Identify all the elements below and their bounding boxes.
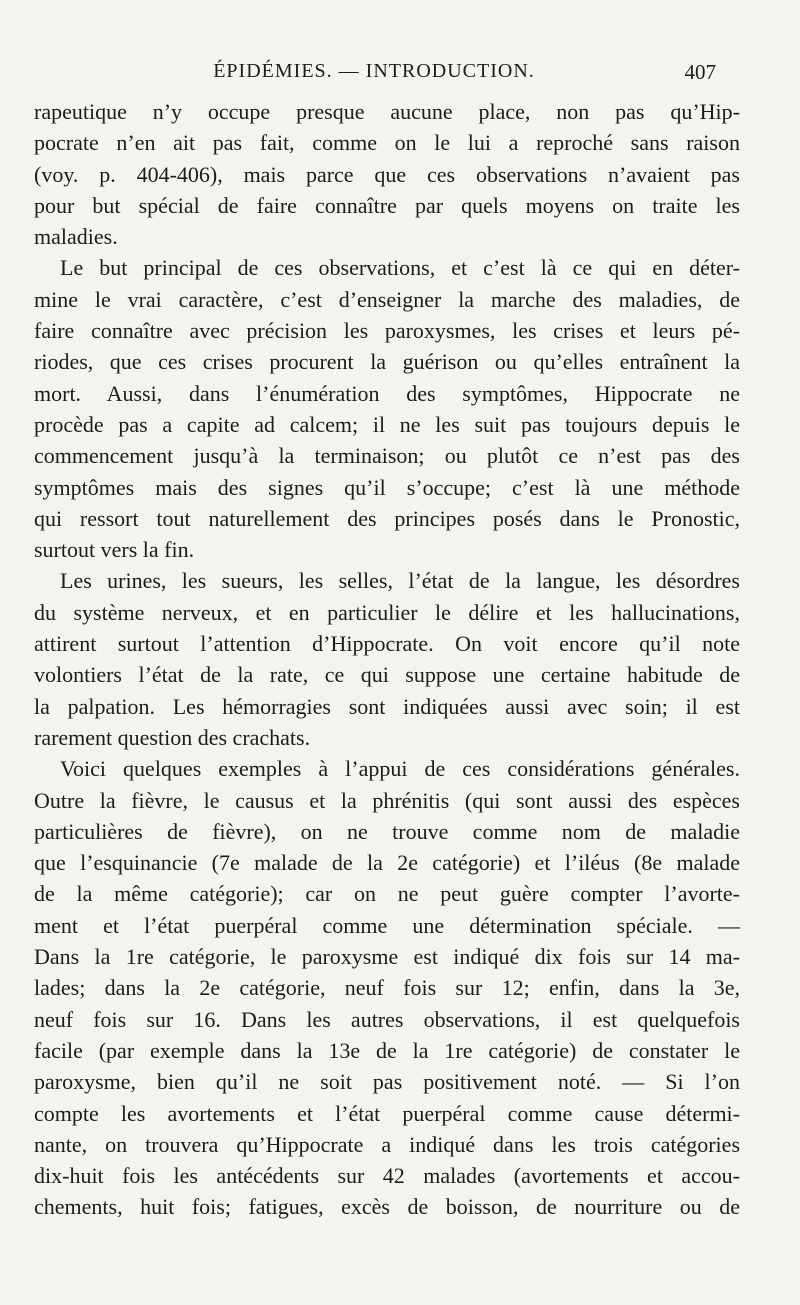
text-line: commencement jusqu’à la terminaison; ou plutôt ce n’est pas des bbox=[34, 443, 740, 469]
text-line: ment et l’état puerpéral comme une détermination spéciale. — bbox=[34, 912, 740, 938]
text-line: surtout vers la fin. bbox=[34, 537, 195, 563]
text-line: volontiers l’état de la rate, ce qui suppose une certaine habitude de bbox=[34, 662, 740, 688]
text-line: du système nerveux, et en particulier le délire et les hallucinations, bbox=[34, 599, 740, 625]
text-line: compte les avortements et l’état puerpéral comme cause détermi- bbox=[34, 1100, 740, 1126]
text-line: de la même catégorie); car on ne peut guère compter l’avorte- bbox=[34, 881, 740, 907]
text-line: que l’esquinancie (7e malade de la 2e catégorie) et l’iléus (8e malade bbox=[34, 850, 740, 876]
text-line: symptômes mais des signes qu’il s’occupe; c’est là une méthode bbox=[34, 474, 740, 500]
text-line: qui ressort tout naturellement des principes posés dans le Pronostic, bbox=[34, 505, 740, 531]
text-line: lades; dans la 2e catégorie, neuf fois sur 12; enfin, dans la 3e, bbox=[34, 975, 740, 1001]
page-number: 407 bbox=[684, 60, 716, 84]
text-line: mort. Aussi, dans l’énumération des symptômes, Hippocrate ne bbox=[34, 380, 740, 406]
text-line: mine le vrai caractère, c’est d’enseigner la marche des maladies, de bbox=[34, 286, 740, 312]
text-line: attirent surtout l’attention d’Hippocrate. On voit encore qu’il note bbox=[34, 631, 740, 657]
text-line: rarement question des crachats. bbox=[34, 724, 311, 750]
text-line: paroxysme, bien qu’il ne soit pas positivement noté. — Si l’on bbox=[34, 1069, 740, 1095]
text-line: particulières de fièvre), on ne trouve comme nom de maladie bbox=[34, 818, 740, 844]
text-line: neuf fois sur 16. Dans les autres observations, il est quelquefois bbox=[34, 1006, 740, 1032]
text-line: Le but principal de ces observations, et c’est là ce qui en déter- bbox=[60, 255, 740, 281]
text-line: la palpation. Les hémorragies sont indiquées aussi avec soin; il est bbox=[34, 693, 740, 719]
text-line: riodes, que ces crises procurent la guérison ou qu’elles entraînent la bbox=[34, 349, 740, 375]
text-line: pour but spécial de faire connaître par quels moyens on traite les bbox=[34, 192, 740, 218]
text-line: pocrate n’en ait pas fait, comme on le lui a reproché sans raison bbox=[34, 130, 740, 156]
paragraph-1 bbox=[34, 96, 740, 252]
text-line: Dans la 1re catégorie, le paroxysme est indiqué dix fois sur 14 ma- bbox=[34, 944, 740, 970]
text-line: (voy. p. 404-406), mais parce que ces observations n’avaient pas bbox=[34, 161, 740, 187]
text-line: Outre la fièvre, le causus et la phrénitis (qui sont aussi des espèces bbox=[34, 787, 740, 813]
text-line: Les urines, les sueurs, les selles, l’état de la langue, les désordres bbox=[60, 568, 740, 594]
running-title: ÉPIDÉMIES. — INTRODUCTION. bbox=[213, 60, 535, 82]
paragraph-3 bbox=[34, 565, 740, 753]
body-text bbox=[34, 96, 740, 1223]
text-line: Voici quelques exemples à l’appui de ces considérations générales. bbox=[60, 756, 740, 782]
text-line: facile (par exemple dans la 13e de la 1re catégorie) de constater le bbox=[34, 1037, 740, 1063]
text-line: faire connaître avec précision les paroxysmes, les crises et leurs pé- bbox=[34, 318, 740, 344]
running-head bbox=[34, 60, 714, 92]
text-line: dix-huit fois les antécédents sur 42 malades (avortements et accou- bbox=[34, 1163, 740, 1189]
text-line: maladies. bbox=[34, 224, 118, 250]
paragraph-2 bbox=[34, 252, 740, 565]
text-line: chements, huit fois; fatigues, excès de boisson, de nourriture ou de bbox=[34, 1194, 740, 1220]
text-line: procède pas a capite ad calcem; il ne les suit pas toujours depuis le bbox=[34, 411, 740, 437]
text-line: rapeutique n’y occupe presque aucune place, non pas qu’Hip- bbox=[34, 99, 740, 124]
paragraph-4 bbox=[34, 753, 740, 1222]
text-line: nante, on trouvera qu’Hippocrate a indiqué dans les trois catégories bbox=[34, 1131, 740, 1157]
